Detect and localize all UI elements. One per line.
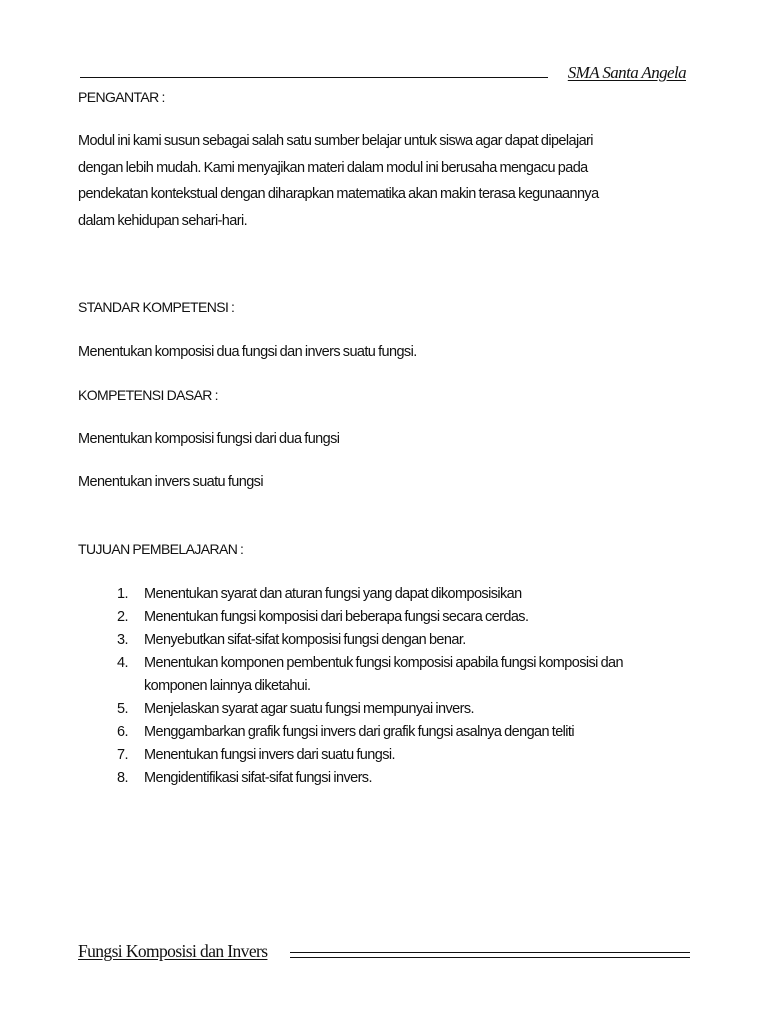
page-header [80,62,686,84]
footer-title: Fungsi Komposisi dan Invers [78,941,268,961]
pengantar-line: pendekatan kontekstual dengan diharapkan matematika akan makin terasa kegunaannya [78,186,599,202]
tujuan-heading: TUJUAN PEMBELAJARAN : [78,541,244,557]
objective-text: Menggambarkan grafik fungsi invers dari grafik fungsi asalnya dengan teliti [144,724,574,740]
objective-text: Menjelaskan syarat agar suatu fungsi mempunyai invers. [144,701,474,717]
objective-item [108,767,623,790]
objective-item [108,583,623,606]
objectives-list [108,583,623,790]
objective-number: 3. [117,632,128,648]
header-rule [80,77,548,78]
objective-number: 7. [117,747,128,763]
pengantar-line: dalam kehidupan sehari-hari. [78,212,247,229]
pengantar-line: dengan lebih mudah. Kami menyajikan materi dalam modul ini berusaha mengacu pada [78,159,588,176]
objective-text: Menentukan syarat dan aturan fungsi yang dapat dikomposisikan [144,586,522,602]
pengantar-line: Modul ini kami susun sebagai salah satu sumber belajar untuk siswa agar dapat dipelajari [78,133,593,149]
pengantar-paragraph [78,128,599,234]
objective-item [108,652,623,698]
objective-text: Menentukan fungsi invers dari suatu fungsi. [144,747,395,763]
kompetensi-heading: KOMPETENSI DASAR : [78,387,218,403]
objective-number: 8. [117,770,128,786]
objective-item [108,721,623,744]
objective-number: 1. [117,586,128,602]
objective-item [108,744,623,767]
kompetensi-item: Menentukan invers suatu fungsi [78,474,263,490]
objective-item [108,606,623,629]
standar-heading: STANDAR KOMPETENSI : [78,299,235,315]
objective-number: 4. [117,655,128,671]
standar-text: Menentukan komposisi dua fungsi dan invers suatu fungsi. [78,344,417,360]
pengantar-heading: PENGANTAR : [78,89,165,105]
objective-text: Menentukan fungsi komposisi dari beberapa fungsi secara cerdas. [144,609,529,625]
objective-text-continued: komponen lainnya diketahui. [144,678,311,694]
kompetensi-item: Menentukan komposisi fungsi dari dua fungsi [78,431,340,447]
footer-double-rule [290,952,690,958]
objective-item [108,629,623,652]
objective-text: Menyebutkan sifat-sifat komposisi fungsi dengan benar. [144,632,466,648]
objective-text: Menentukan komponen pembentuk fungsi komposisi apabila fungsi komposisi dan [144,655,623,671]
school-name: SMA Santa Angela [567,63,686,82]
objective-item [108,698,623,721]
objective-number: 2. [117,609,128,625]
objective-text: Mengidentifikasi sifat-sifat fungsi invers. [144,770,372,786]
page-footer [78,940,690,964]
objective-number: 5. [117,701,128,717]
objective-number: 6. [117,724,128,740]
